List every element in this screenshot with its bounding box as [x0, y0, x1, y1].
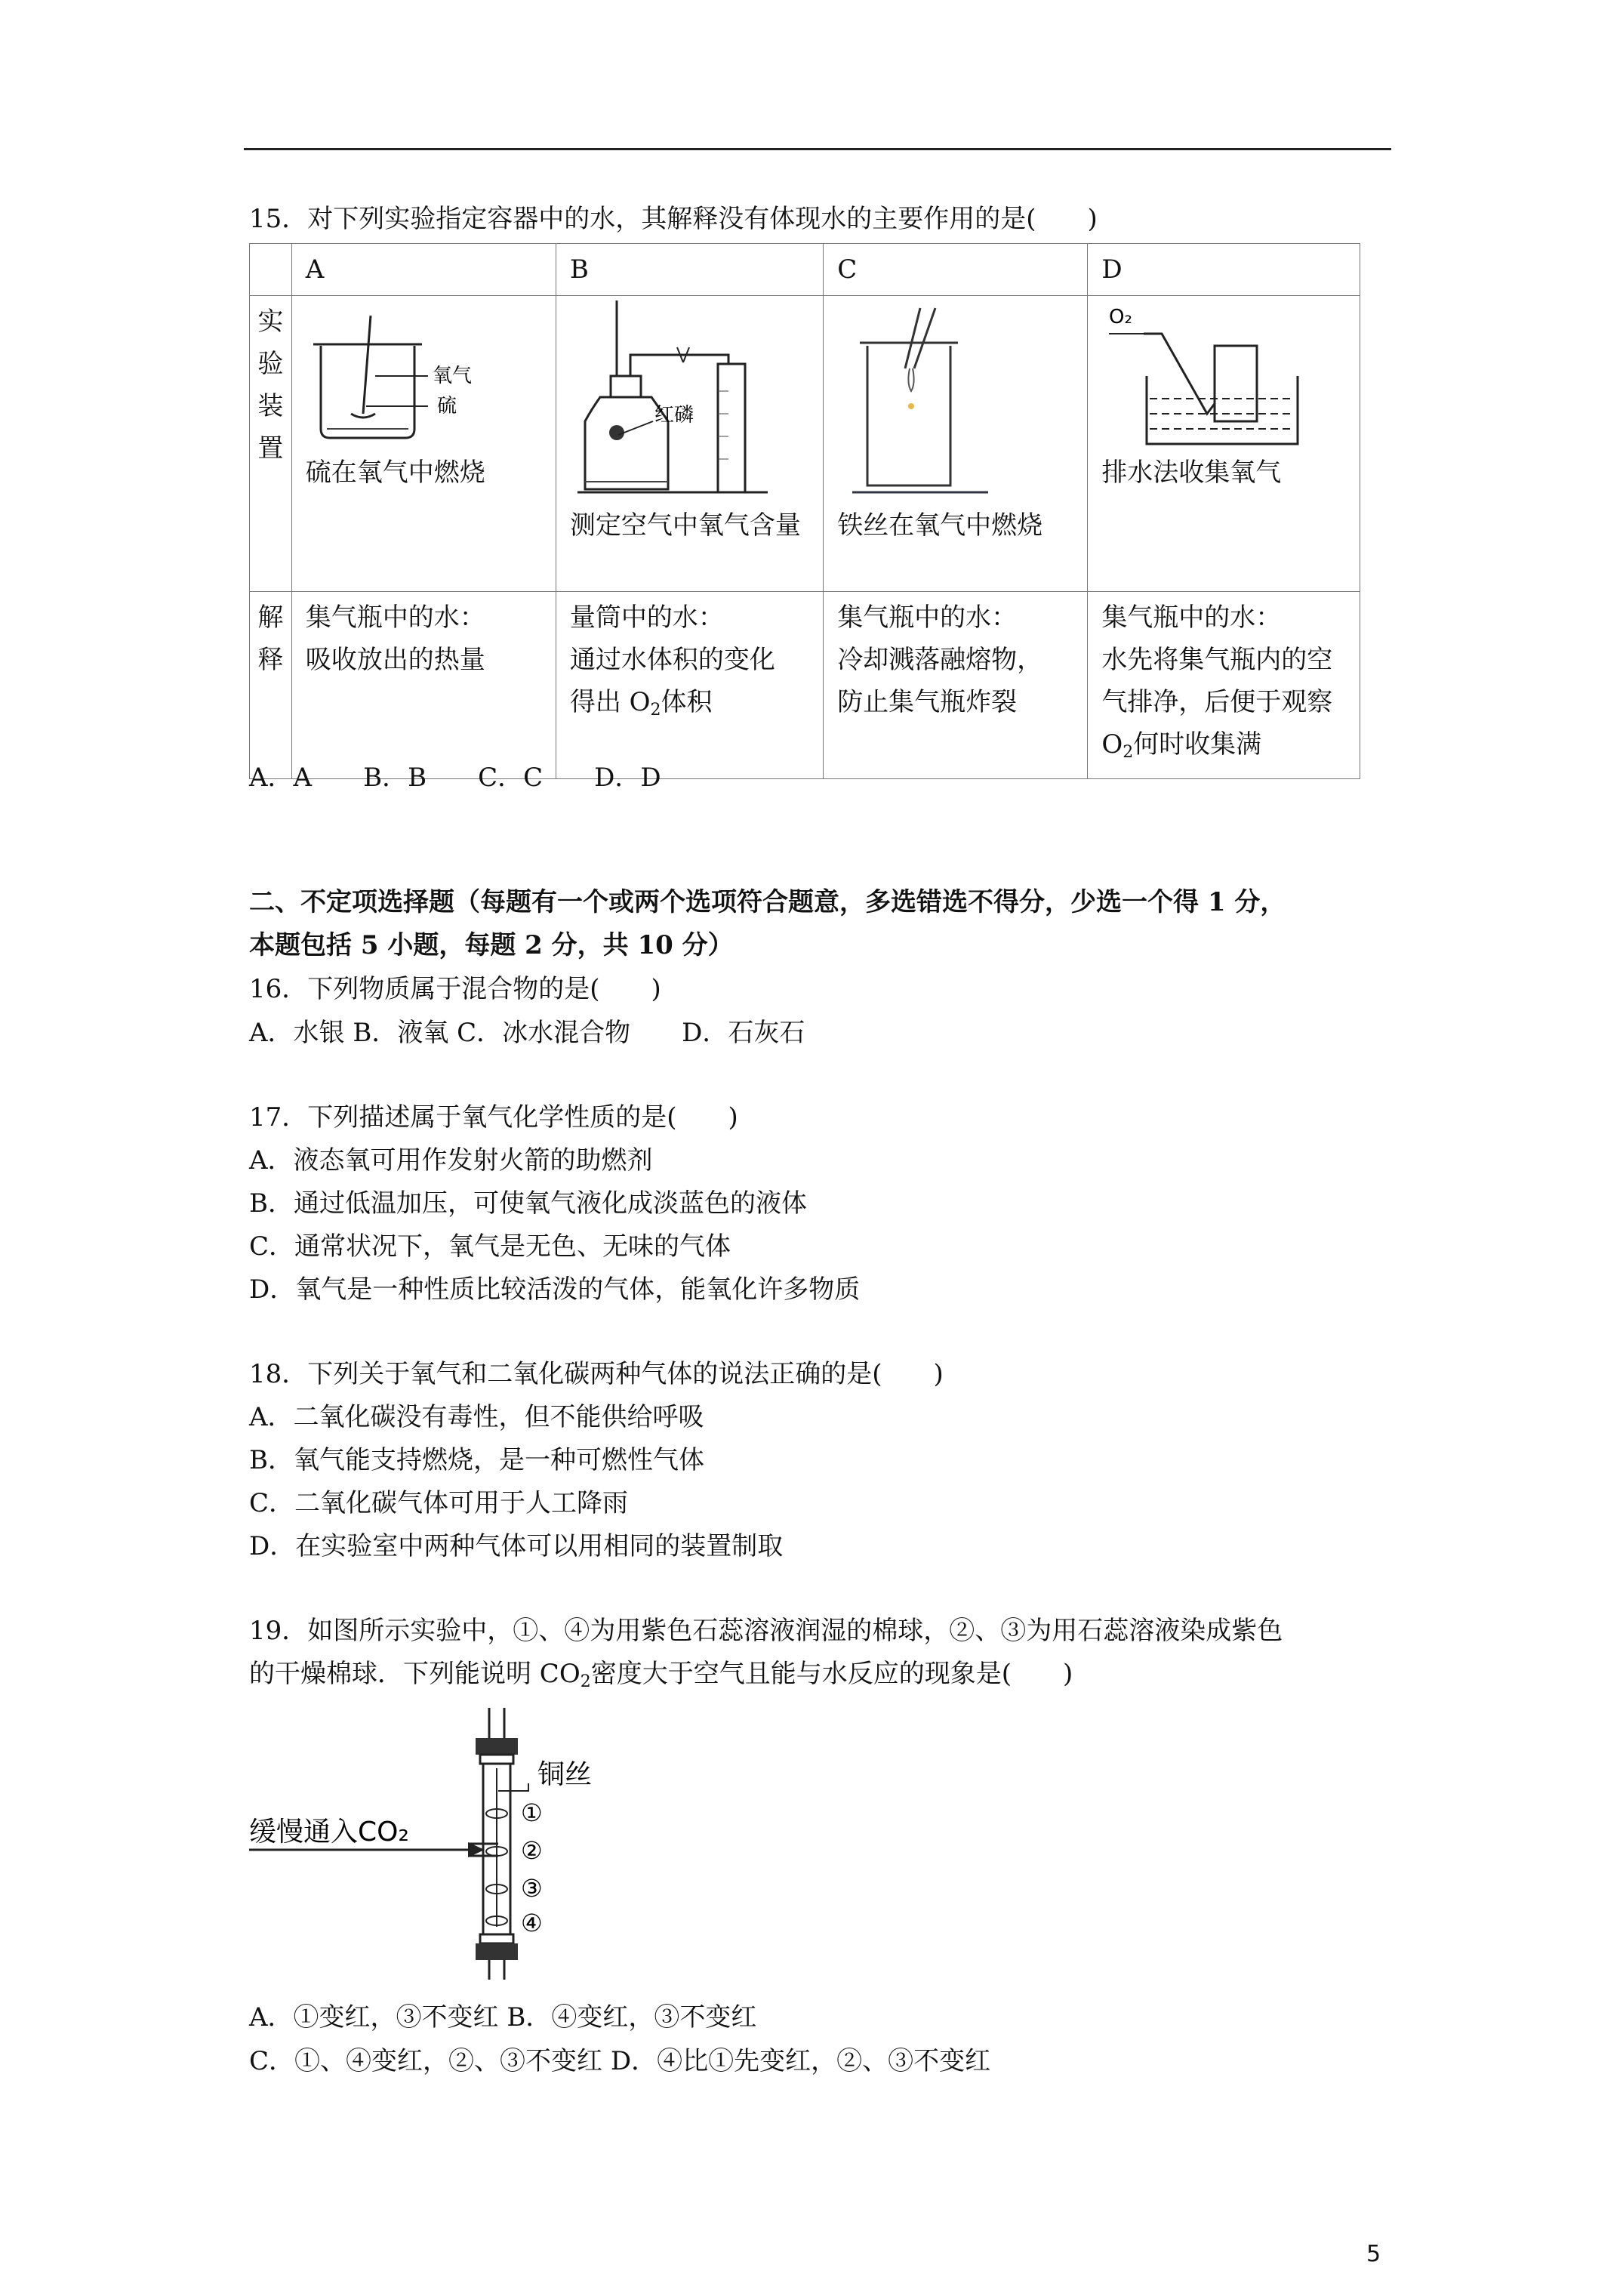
- svg-text:氧气: 氧气: [432, 365, 472, 387]
- ball-3-label: ③: [521, 1874, 543, 1903]
- q18-option-a: A．二氧化碳没有毒性，但不能供给呼吸: [249, 1402, 704, 1432]
- header-a: A: [291, 244, 556, 296]
- q19-stem-line1: 19．如图所示实验中，①、④为用紫色石蕊溶液润湿的棉球，②、③为用石蕊溶液染成紫色: [249, 1616, 1283, 1646]
- header-rule: [244, 148, 1391, 150]
- q18-option-c: C．二氧化碳气体可用于人工降雨: [249, 1488, 629, 1518]
- section2-title-line2: 本题包括 5 小题，每题 2 分，共 10 分）: [249, 930, 734, 960]
- explanation-c: 集气瓶中的水： 冷却溅落融熔物， 防止集气瓶炸裂: [824, 592, 1088, 779]
- q17-stem: 17．下列描述属于氧气化学性质的是( ): [249, 1102, 738, 1133]
- apparatus-c: [824, 296, 1088, 592]
- q15-stem: 15．对下列实验指定容器中的水，其解释没有体现水的主要作用的是( ): [249, 204, 1098, 234]
- caption-b: 测定空气中氧气含量: [569, 510, 801, 541]
- svg-text:O₂: O₂: [1109, 306, 1133, 328]
- header-b: B: [556, 244, 823, 296]
- q18-option-d: D．在实验室中两种气体可以用相同的装置制取: [249, 1531, 784, 1561]
- q18-option-b: B．氧气能支持燃烧，是一种可燃性气体: [249, 1445, 704, 1475]
- q19-options-line1: A．①变红，③不变红 B．④变红，③不变红: [249, 2002, 757, 2032]
- explanation-b: 量筒中的水： 通过水体积的变化 得出 $O_2$体积: [556, 592, 823, 779]
- ball-2-label: ②: [521, 1836, 543, 1865]
- q17-option-a: A．液态氧可用作发射火箭的助燃剂: [249, 1145, 653, 1176]
- explanation-a: 集气瓶中的水： 吸收放出的热量: [291, 592, 556, 779]
- oxygen-content-figure: [570, 300, 774, 504]
- svg-text:红磷: 红磷: [654, 404, 694, 427]
- q17-option-c: C．通常状况下，氧气是无色、无味的气体: [249, 1231, 731, 1262]
- q18-stem: 18．下列关于氧气和二氧化碳两种气体的说法正确的是( ): [249, 1359, 944, 1389]
- svg-text:硫: 硫: [436, 395, 457, 418]
- q15-table: [249, 243, 1360, 779]
- caption-a: 硫在氧气中燃烧: [305, 458, 485, 488]
- q16-options: A．水银 B．液氧 C．冰水混合物 D．石灰石: [249, 1018, 805, 1048]
- apparatus-a: [291, 296, 556, 592]
- ball-4-label: ④: [521, 1909, 543, 1937]
- header-d: D: [1088, 244, 1360, 296]
- header-c: C: [824, 244, 1088, 296]
- page-number: 5: [1366, 2241, 1381, 2267]
- q15-options: A．A B．B C．C D．D: [249, 763, 661, 793]
- sulfur-burning-figure: [306, 300, 502, 451]
- caption-c: 铁丝在氧气中燃烧: [837, 510, 1043, 541]
- q17-option-b: B．通过低温加压，可使氧气液化成淡蓝色的液体: [249, 1188, 807, 1219]
- q16-stem: 16．下列物质属于混合物的是( ): [249, 974, 661, 1004]
- q17-option-d: D．氧气是一种性质比较活泼的气体，能氧化许多物质: [249, 1274, 861, 1305]
- row-label-explanation: 解 释: [250, 592, 292, 779]
- water-displacement-figure: [1101, 300, 1313, 451]
- section2-title-line1: 二、不定项选择题（每题有一个或两个选项符合题意，多选错选不得分，少选一个得 1 分，: [249, 887, 1286, 917]
- q19-options-line2: C．①、④变红，②、③不变红 D．④比①先变红，②、③不变红: [249, 2046, 991, 2076]
- inlet-label: 缓慢通入CO₂: [249, 1817, 409, 1848]
- table-corner: [250, 244, 292, 296]
- caption-d: 排水法收集氧气: [1101, 458, 1282, 488]
- q19-co2-apparatus-figure: [249, 1708, 672, 1980]
- q19-stem-line2: 的干燥棉球．下列能说明 $CO_2$密度大于空气且能与水反应的现象是( ): [249, 1659, 1073, 1691]
- apparatus-d: [1088, 296, 1360, 592]
- copper-wire-label: 铜丝: [537, 1759, 593, 1790]
- row-label-apparatus: 实 验 装 置: [250, 296, 292, 592]
- iron-wire-burning-figure: [837, 300, 1033, 504]
- apparatus-b: [556, 296, 823, 592]
- ball-1-label: ①: [521, 1798, 543, 1827]
- explanation-d: 集气瓶中的水： 水先将集气瓶内的空 气排净，后便于观察 $O_2$何时收集满: [1088, 592, 1360, 779]
